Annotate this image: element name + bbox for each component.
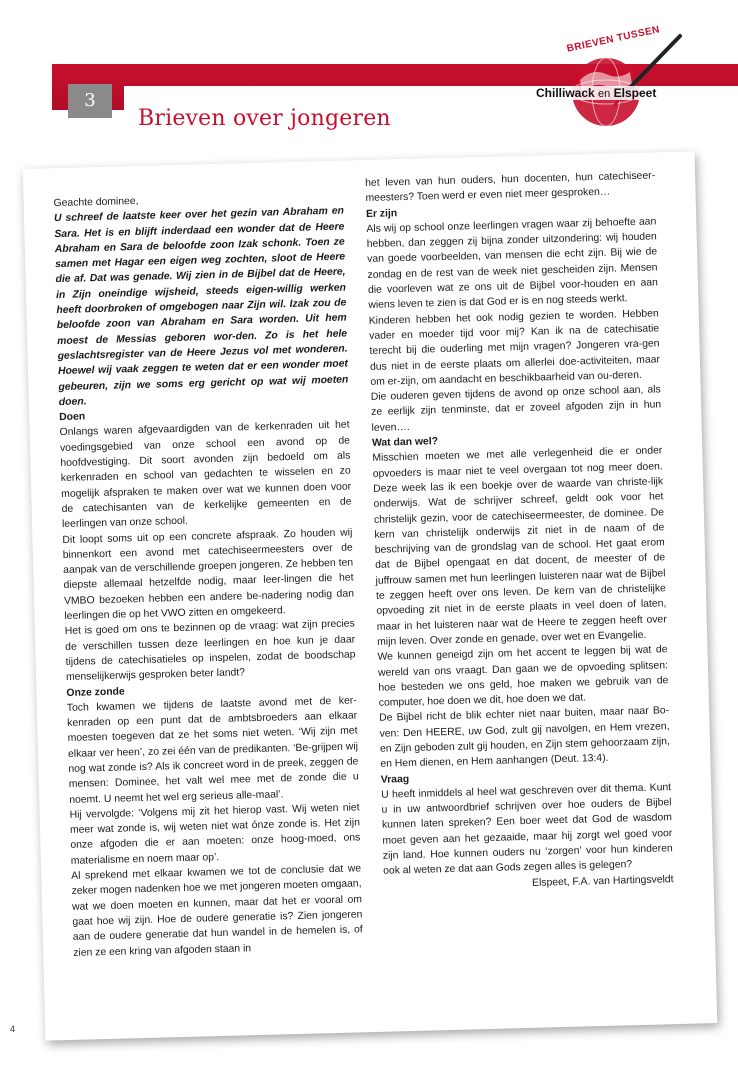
signature: Elspeet, F.A. van Hartingsveldt (531, 873, 674, 889)
paragraph: Het is goed om ons te bezinnen op de vraag: wat zijn precies de verschillen tussen deze leerlingen en hoe kun je daar tijdens de catechisatieles op inspelen, zodat de boodschap menselijkerwijs gesproken beter landt? (64, 618, 356, 684)
brand-joiner: en (598, 88, 611, 100)
section-heading-vraag: Vraag (380, 773, 410, 786)
section-number: 3 (68, 84, 112, 118)
letter-column-right (365, 168, 674, 894)
brand-top-label: BRIEVEN TUSSEN (565, 24, 661, 55)
paragraph: Toch kwamen we tijdens de laatste avond met de ker-kenraden op een punt dat de ambtsbroeders aan elkaar moesten toegeven dat ze het soms niet weten. ‘Wij zijn met elkaar ver heen’, zo zei één van de predikanten. ‘Be-grijpen wij nog wat zonde is? Als ik concreet word in de preek, zeggen de mensen: Dominee, het valt wel mee met de zonde die u noemt. U neemt het wel erg serieus alle-maal’. (66, 695, 359, 806)
paragraph: U heeft inmiddels al heel wat geschreven over dit thema. Kunt u in uw antwoordbrief schrijven over hoe ouders de Bijbel kunnen laten spreken? Een boer weet dat God de wasdom moet geven aan het gezaaide, maar hij zorgt wel goed voor zijn land. Hoe kunnen ouders nu ‘zorgen’ voor hun kinderen ook al weten ze dat aan Gods zegen alles is gelegen? (381, 782, 673, 878)
paragraph: We kunnen geneigd zijn om het accent te leggen bij wat de wereld van ons vraagt. Dan gaan we de opvoeding splitsen: hoe besteden we ons geld, hoe maken we gebruik van de computer, hoe doen we dit, hoe doen we dat. (377, 644, 669, 709)
paragraph: Hij vervolgde: ‘Volgens mij zit het hierop vast. Wij weten niet meer wat zonde is, wij weten niet wat ónze zonde is. Het zijn onze afgoden die er aan moeten: onze hoog-moed, ons materialisme en noem maar op’. (69, 802, 361, 867)
paragraph: De Bijbel richt de blik echter niet naar buiten, maar naar Bo-ven: Den HEERE, uw God, zult gij navolgen, en Hem vrezen, en Zijn geboden zult gij houden, en Zijn stem gehoorzaam zijn, en Hem dienen, en Hem aanhangen (Deut. 13:4). (379, 705, 671, 771)
brand-place-2: Elspeet (613, 86, 657, 100)
paragraph: Die ouderen geven tijdens de avond op onze school aan, als ze eerlijk zijn tenminste, dat er zoveel afgoden zijn in hun leven…. (370, 384, 662, 434)
letter-paper (23, 151, 718, 1040)
page-number: 4 (10, 1024, 16, 1034)
intro-paragraph: U schreef de laatste keer over het gezin van Abraham en Sara. Het is en blijft inderdaad een wonder dat de Heere Abraham en Sara de beloofde zoon Izak schonk. Toen ze samen met Hagar een eigen weg zochten, sloot de Heere die af. Dat was genade. Wij zien in de Bijbel dat de Heere, in Zijn oneindige wijsheid, steeds eigen-willig werken heeft doorbroken of omgebogen naar Zijn wil. Izak zou de beloofde zoon van Abraham en Sara worden. Uit hem moest de Messias geboren wor-den. Zo is het hele geslachtsregister van de Heere Jezus vol met wonderen. Hoewel wij vaak zeggen te weten dat er een wonder moet gebeuren, zijn we soms erg gericht op wat wij moeten doen. (53, 205, 349, 408)
page-title: Brieven over jongeren (138, 106, 391, 131)
paragraph: Als wij op school onze leerlingen vragen waar zij behoefte aan hebben, dan zeggen zij bijna zonder uitzondering: wij houden van goede voorbeelden, van mensen die echt zijn. Bij wie de zondag en de rest van de week niet gescheiden zijn. Mensen die voorleven wat ze ons uit de Bijbel voor-houden en aan wiens leven te zien is dat God er is en nog steeds werkt. (366, 216, 659, 312)
paragraph: Al sprekend met elkaar kwamen we tot de conclusie dat we zeker mogen nadenken hoe we met jongeren moeten omgaan, wat we doen moeten en kunnen, maar dat het er vooral om gaat hoe wij zijn. Hoe de oudere generatie is? Zien jongeren aan de oudere generatie dat hun wandel in de hemelen is, of zien ze een kring van afgoden staan in (71, 863, 363, 959)
paragraph: Kinderen hebben het ook nodig gezien te worden. Hebben vader en moeder tijd voor mij? Kan ik na de catechisatie terecht bij die ouderling met mijn vragen? Jongeren vra-gen dus niet in de eerste plaats om allerlei doe-activiteiten, maar om er-zijn, om aandacht en beschikbaarheid van ou-deren. (368, 308, 661, 388)
paragraph: het leven van hun ouders, hun docenten, hun catechiseer-meesters? Toen werd er even niet meer gesproken… (365, 170, 656, 205)
paragraph: Onlangs waren afgevaardigden van de kerkenraden uit het voedingsgebied van onze school een avond op de hoofdvestiging. Dit soort avonden zijn bedoeld om als kerkenraden en school van gedachten te wisselen en zo mogelijk afspraken te maken over wat we kunnen doen voor de catechisanten van de kerkelijke gemeenten en de leerlingen van onze school. (59, 419, 352, 531)
paragraph: Misschien moeten we met alle verlegenheid die er onder opvoeders is maar niet te veel overgaan tot nog meer doen. Deze week las ik een boekje over de waarde van christe-lijk onderwijs. Wat de schrijver schreef, geldt ook voor het christelijk gezin, voor de catechiseermeester, de dominee. De kern van christelijk onderwijs zit niet in de naam of de beschrijving van de grondslag van de school. Het gaat erom dat de Bijbel opengaat en dat docent, de meester of de juffrouw samen met hun leerlingen luisteren naar wat de Bijbel te zeggen heeft over ons leven. De kern van de christelijke opvoeding zit niet in de eerste plaats in veel doen of laten, maar in het luisteren naar wat de Heere te zeggen heeft over mijn leven. Over zonde en genade, over wet en Evangelie. (372, 445, 667, 648)
section-heading-wat-dan-wel: Wat dan wel? (371, 436, 439, 449)
paragraph: Dit loopt soms uit op een concrete afspraak. Zo houden wij binnenkort een avond met catechiseermeesters over de aanpak van de verschillende groepen jongeren. Ze hebben ten diepste allemaal hetzelfde nodig, maar leer-lingen die het VMBO bezoeken hebben een andere be-nadering nodig dan leerlingen die op het VWO zitten en omgekeerd. (62, 526, 355, 623)
letter-column-left (53, 189, 363, 961)
section-heading-doen: Doen (59, 411, 86, 424)
salutation: Geachte dominee, (53, 195, 139, 210)
brand-place-1: Chilliwack (536, 86, 595, 100)
section-heading-er-zijn: Er zijn (365, 207, 398, 220)
brand-name (534, 86, 658, 100)
section-heading-onze-zonde: Onze zonde (66, 685, 125, 699)
